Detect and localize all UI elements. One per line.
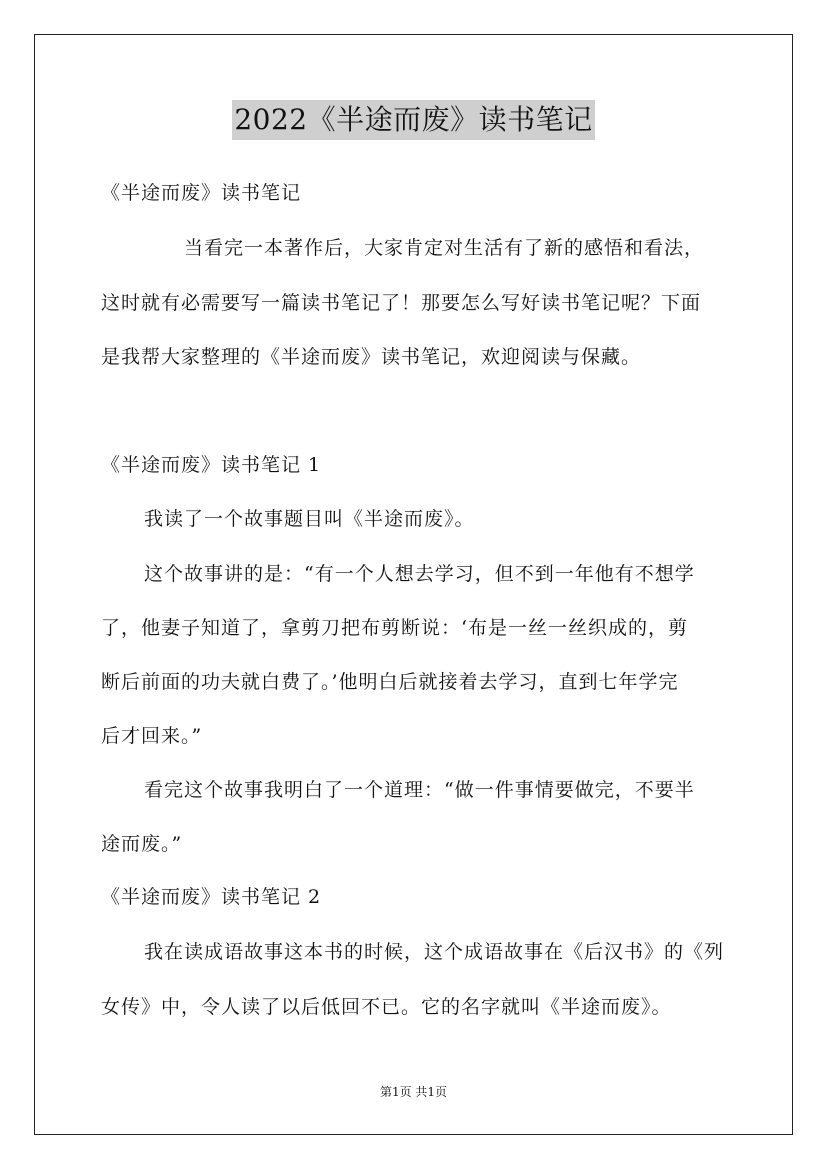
paragraph-line: 了，他妻子知道了，拿剪刀把布剪断说：‘布是一丝一丝织成的，剪 xyxy=(101,617,689,639)
paragraph-line: 这时就有必需要写一篇读书笔记了！那要怎么写好读书笔记呢？下面 xyxy=(101,292,702,314)
page-footer: 第1页 共1页 xyxy=(379,1085,448,1099)
section-heading-2: 《半途而废》读书笔记 2 xyxy=(101,886,322,908)
intro-heading: 《半途而废》读书笔记 xyxy=(101,182,302,204)
paragraph-line: 是我帮大家整理的《半途而废》读书笔记，欢迎阅读与保藏。 xyxy=(101,346,642,368)
section-heading-1: 《半途而废》读书笔记 1 xyxy=(101,454,322,476)
paragraph-line: 当看完一本著作后，大家肯定对生活有了新的感悟和看法， xyxy=(184,237,705,259)
paragraph-line: 断后前面的功夫就白费了。’他明白后就接着去学习，直到七年学完 xyxy=(101,671,679,693)
paragraph-line: 女传》中，令人读了以后低回不已。它的名字就叫《半途而废》。 xyxy=(101,996,672,1018)
document-title-wrap xyxy=(0,100,827,140)
paragraph-line: 我读了一个故事题目叫《半途而废》。 xyxy=(144,508,475,530)
paragraph-line: 后才回来。” xyxy=(101,725,203,747)
document-title: 2022《半途而废》读书笔记 xyxy=(232,100,594,140)
paragraph-line: 看完这个故事我明白了一个道理：“做一件事情要做完，不要半 xyxy=(144,779,695,801)
paragraph-line: 途而废。” xyxy=(101,833,183,855)
paragraph-line: 我在读成语故事这本书的时候，这个成语故事在《后汉书》的《列 xyxy=(144,941,725,963)
paragraph-line: 这个故事讲的是：“有一个人想去学习，但不到一年他有不想学 xyxy=(144,563,695,585)
